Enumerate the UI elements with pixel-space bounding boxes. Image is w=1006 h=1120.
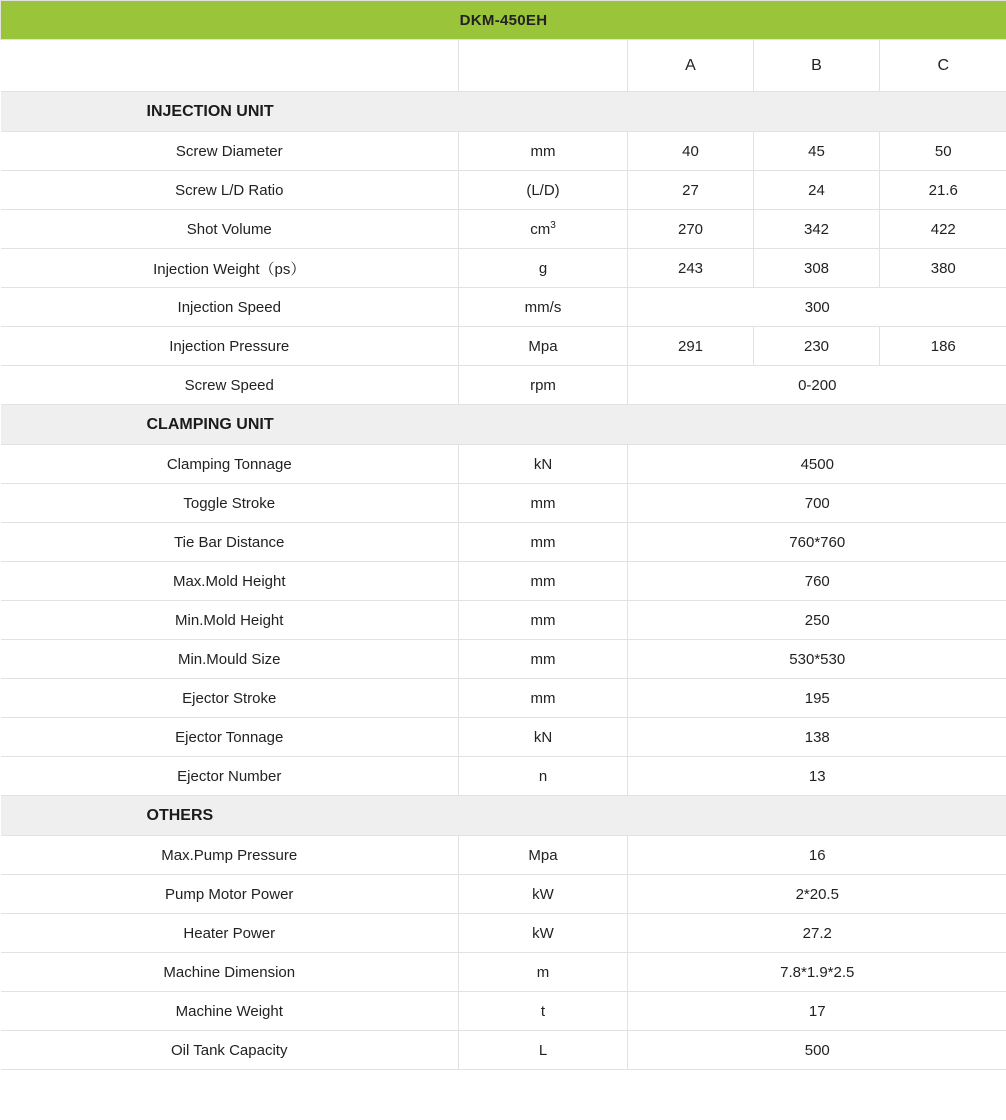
spec-value-all: 4500 [628, 445, 1006, 484]
header-unit-blank [459, 40, 628, 92]
header-name-blank [1, 40, 459, 92]
spec-name: Screw Speed [1, 366, 459, 405]
table-row [1, 210, 1006, 249]
spec-value-c: 422 [880, 210, 1006, 249]
spec-unit: mm [459, 484, 628, 523]
spec-name: Ejector Tonnage [1, 718, 459, 757]
spec-value-all: 250 [628, 601, 1006, 640]
spec-value-all: 17 [628, 992, 1006, 1031]
table-row [1, 132, 1006, 171]
table-row [1, 327, 1006, 366]
table-title-row [1, 1, 1006, 40]
spec-unit: mm [459, 132, 628, 171]
spec-value-all: 300 [628, 288, 1006, 327]
spec-value-c: 21.6 [880, 171, 1006, 210]
section-header-row [1, 92, 1006, 132]
spec-value-all: 2*20.5 [628, 875, 1006, 914]
spec-unit: Mpa [459, 836, 628, 875]
spec-name: Max.Mold Height [1, 562, 459, 601]
spec-name: Pump Motor Power [1, 875, 459, 914]
section-label: CLAMPING UNIT [1, 405, 1006, 445]
spec-value-all: 13 [628, 757, 1006, 796]
spec-name: Ejector Stroke [1, 679, 459, 718]
spec-name: Tie Bar Distance [1, 523, 459, 562]
spec-value-all: 760*760 [628, 523, 1006, 562]
spec-value-all: 195 [628, 679, 1006, 718]
section-header-row [1, 405, 1006, 445]
table-row [1, 445, 1006, 484]
spec-unit: kN [459, 718, 628, 757]
spec-value-a: 270 [628, 210, 754, 249]
spec-name: Screw Diameter [1, 132, 459, 171]
spec-value-c: 50 [880, 132, 1006, 171]
table-row [1, 718, 1006, 757]
spec-unit: kW [459, 914, 628, 953]
spec-value-all: 16 [628, 836, 1006, 875]
spec-value-all: 138 [628, 718, 1006, 757]
spec-name: Injection Speed [1, 288, 459, 327]
spec-value-b: 24 [754, 171, 880, 210]
table-row [1, 1031, 1006, 1070]
spec-name: Max.Pump Pressure [1, 836, 459, 875]
spec-value-c: 186 [880, 327, 1006, 366]
spec-unit: n [459, 757, 628, 796]
spec-name: Heater Power [1, 914, 459, 953]
spec-value-a: 291 [628, 327, 754, 366]
spec-unit: mm [459, 523, 628, 562]
section-label: INJECTION UNIT [1, 92, 1006, 132]
spec-value-all: 530*530 [628, 640, 1006, 679]
spec-name: Machine Weight [1, 992, 459, 1031]
section-label: OTHERS [1, 796, 1006, 836]
header-col-c: C [880, 40, 1006, 92]
spec-unit: mm [459, 679, 628, 718]
spec-name: Injection Weight（ps） [1, 249, 459, 288]
spec-name: Clamping Tonnage [1, 445, 459, 484]
spec-unit: mm [459, 601, 628, 640]
spec-value-b: 230 [754, 327, 880, 366]
table-row [1, 562, 1006, 601]
table-row [1, 366, 1006, 405]
spec-value-c: 380 [880, 249, 1006, 288]
spec-unit: kW [459, 875, 628, 914]
table-row [1, 757, 1006, 796]
spec-value-all: 700 [628, 484, 1006, 523]
spec-unit: kN [459, 445, 628, 484]
page-title: DKM-450EH [1, 1, 1006, 40]
spec-value-all: 760 [628, 562, 1006, 601]
table-row [1, 875, 1006, 914]
spec-name: Injection Pressure [1, 327, 459, 366]
column-header-row [1, 40, 1006, 92]
spec-value-b: 308 [754, 249, 880, 288]
spec-name: Shot Volume [1, 210, 459, 249]
table-row [1, 249, 1006, 288]
spec-value-all: 27.2 [628, 914, 1006, 953]
table-row [1, 836, 1006, 875]
spec-value-a: 243 [628, 249, 754, 288]
spec-value-all: 7.8*1.9*2.5 [628, 953, 1006, 992]
spec-unit: g [459, 249, 628, 288]
spec-name: Toggle Stroke [1, 484, 459, 523]
spec-unit: t [459, 992, 628, 1031]
section-header-row [1, 796, 1006, 836]
spec-name: Machine Dimension [1, 953, 459, 992]
table-row [1, 914, 1006, 953]
spec-value-all: 0-200 [628, 366, 1006, 405]
unit-exponent: 3 [550, 220, 556, 231]
table-row [1, 953, 1006, 992]
header-col-b: B [754, 40, 880, 92]
table-row [1, 601, 1006, 640]
spec-value-b: 45 [754, 132, 880, 171]
spec-unit: Mpa [459, 327, 628, 366]
spec-unit: rpm [459, 366, 628, 405]
table-row [1, 171, 1006, 210]
table-row [1, 992, 1006, 1031]
spec-name: Screw L/D Ratio [1, 171, 459, 210]
table-row [1, 679, 1006, 718]
table-row [1, 288, 1006, 327]
table-row [1, 640, 1006, 679]
spec-unit: L [459, 1031, 628, 1070]
spec-unit: $cm^3$ [459, 210, 628, 249]
spec-name: Oil Tank Capacity [1, 1031, 459, 1070]
spec-name: Ejector Number [1, 757, 459, 796]
header-col-a: A [628, 40, 754, 92]
table-row [1, 523, 1006, 562]
spec-unit: mm [459, 562, 628, 601]
spec-name: Min.Mold Height [1, 601, 459, 640]
spec-value-all: 500 [628, 1031, 1006, 1070]
spec-unit: (L/D) [459, 171, 628, 210]
spec-value-b: 342 [754, 210, 880, 249]
spec-value-a: 40 [628, 132, 754, 171]
spec-name: Min.Mould Size [1, 640, 459, 679]
spec-value-a: 27 [628, 171, 754, 210]
spec-unit: mm/s [459, 288, 628, 327]
table-row [1, 484, 1006, 523]
spec-unit: mm [459, 640, 628, 679]
spec-unit: m [459, 953, 628, 992]
